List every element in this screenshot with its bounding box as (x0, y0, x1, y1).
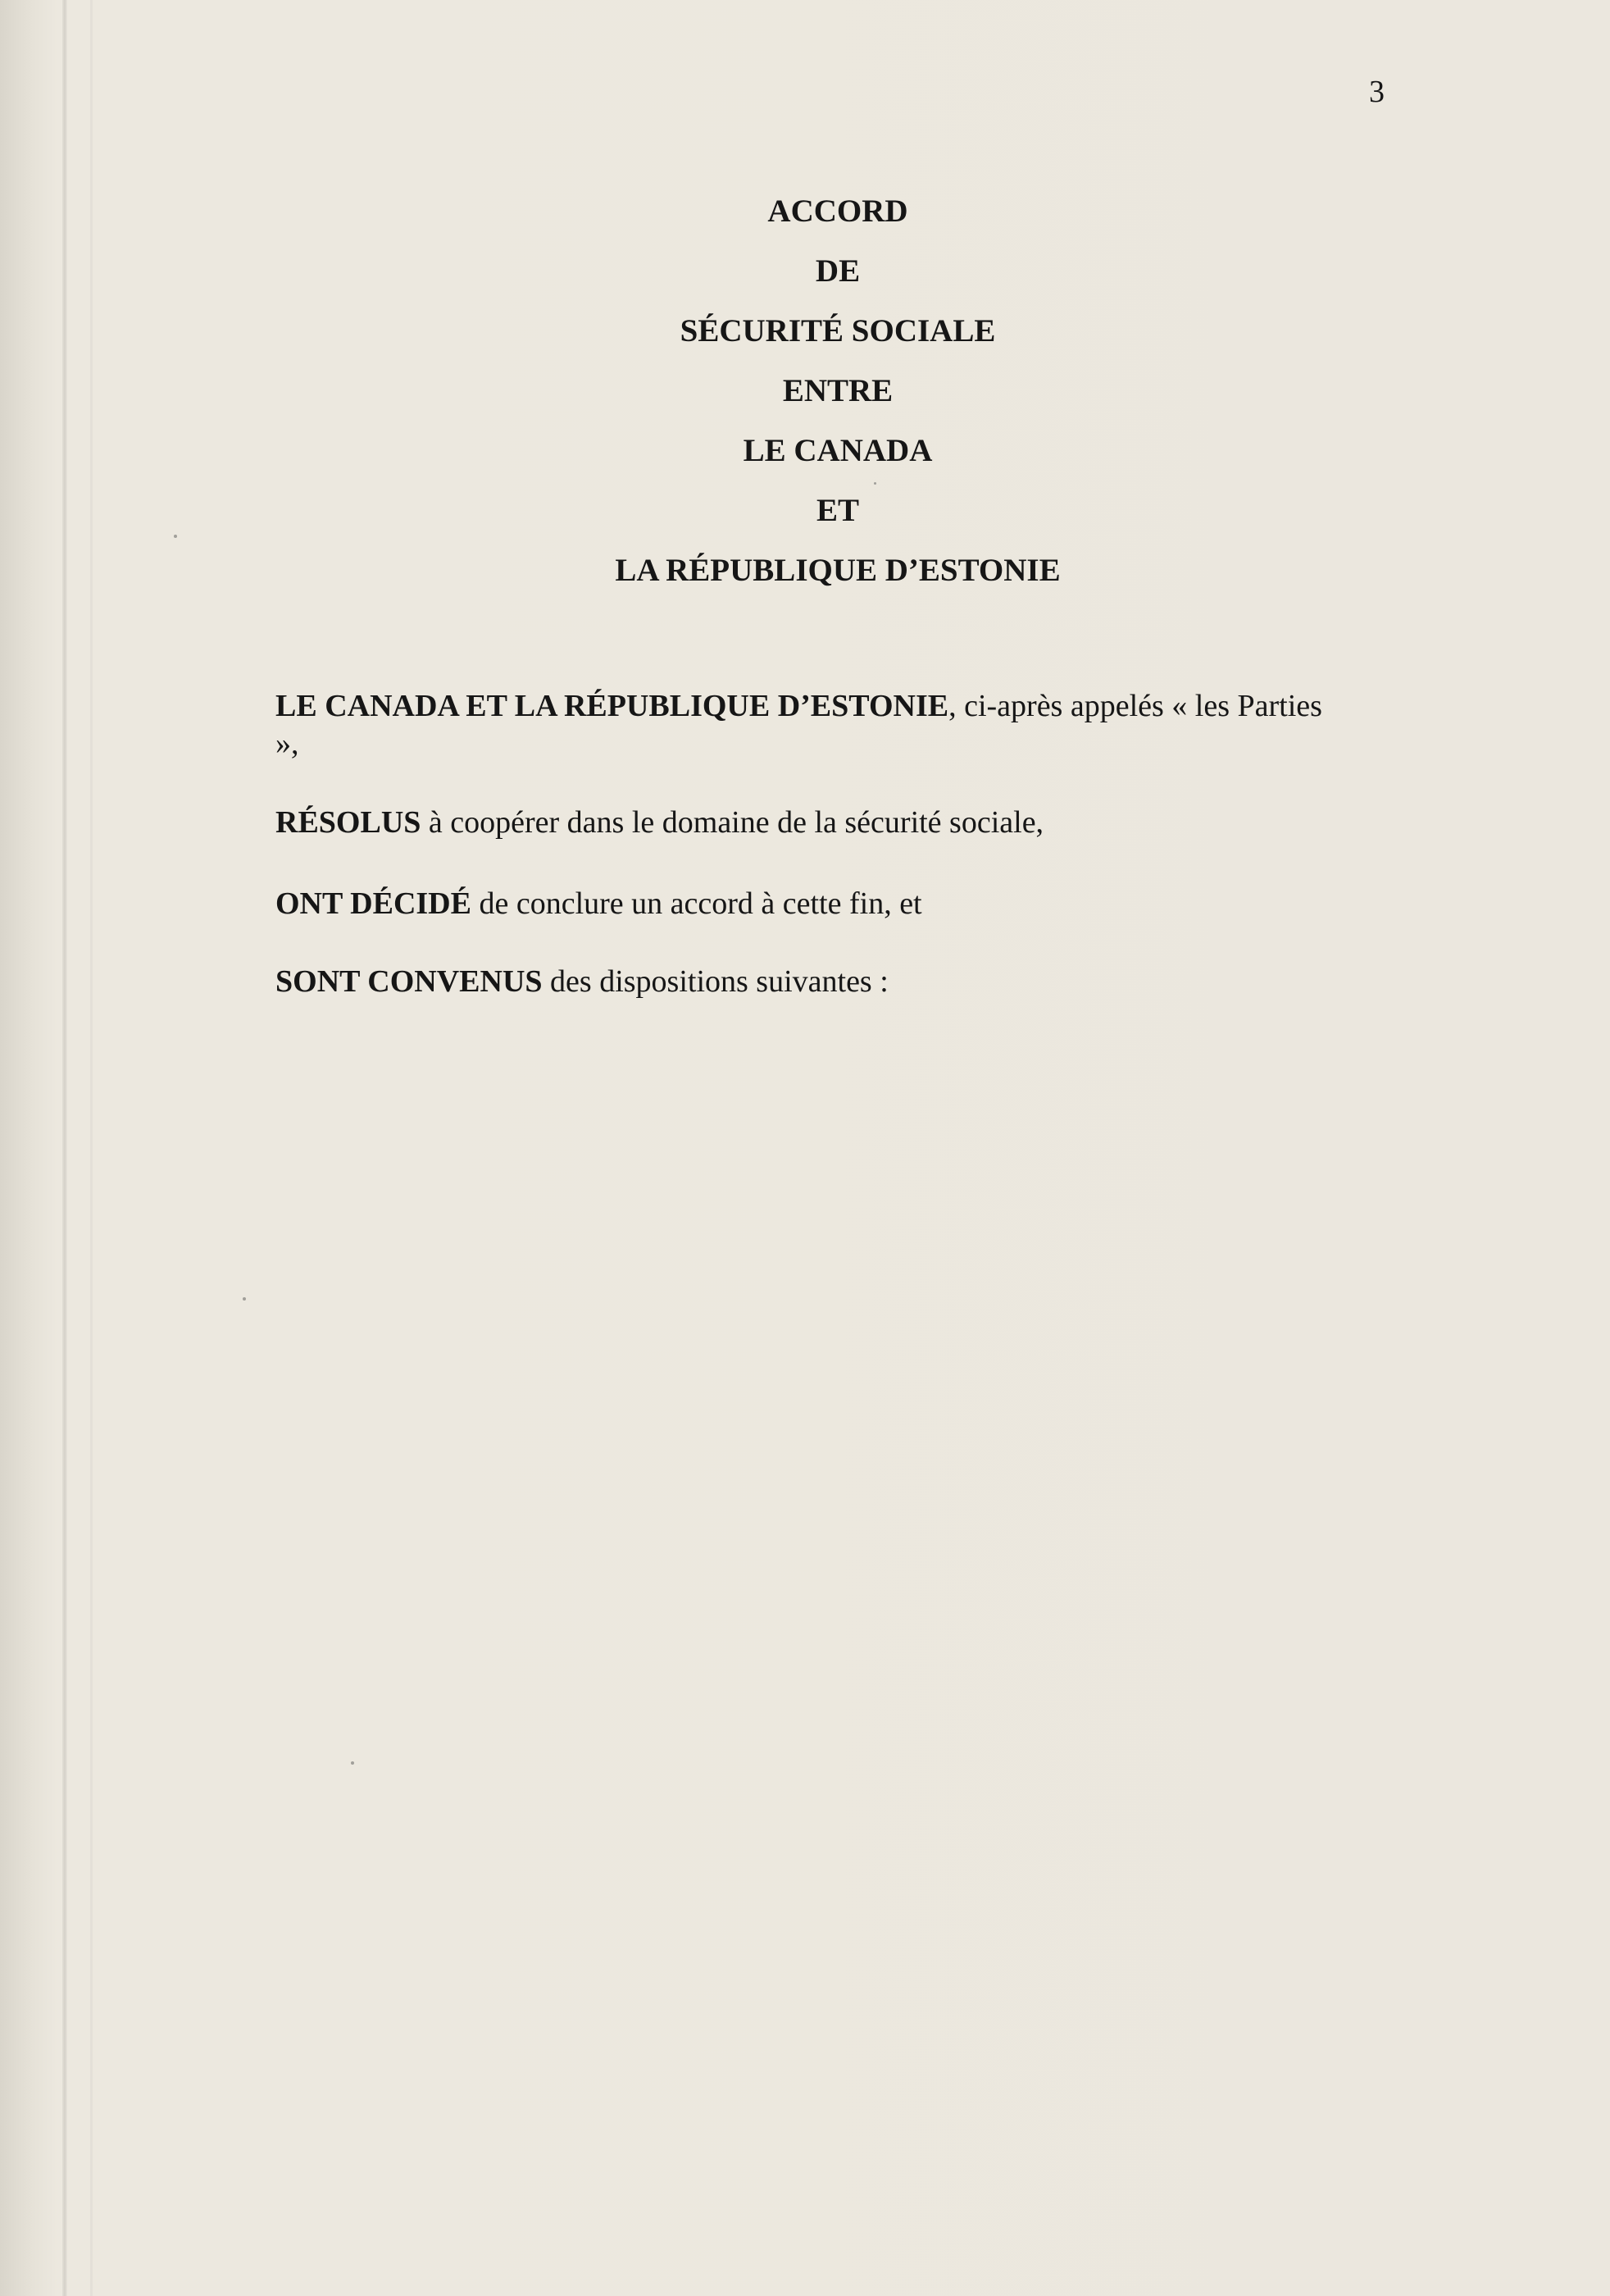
preamble-resolus-text: à coopérer dans le domaine de la sécurité sociale, (421, 805, 1044, 840)
paper-speck (351, 1761, 354, 1765)
title-line-accord: ACCORD (767, 194, 908, 229)
preamble-ont-decide-text: de conclure un accord à cette fin, et (471, 886, 922, 921)
agreement-title (0, 187, 1610, 606)
paper-speck (874, 482, 876, 485)
page-number: 3 (1369, 75, 1385, 109)
preamble-resolus-lead: RÉSOLUS (275, 805, 421, 840)
preamble-parties-text: , ci-après appelés « les Parties », (275, 689, 1322, 761)
preamble-parties-lead: LE CANADA ET LA RÉPUBLIQUE D’ESTONIE (275, 689, 949, 723)
preamble-ont-decide-lead: ONT DÉCIDÉ (275, 886, 471, 921)
preamble-resolus (275, 804, 1341, 841)
preamble-sont-convenus-lead: SONT CONVENUS (275, 964, 543, 999)
paper-speck (243, 1297, 246, 1301)
title-line-entre: ENTRE (782, 373, 894, 408)
preamble-parties (275, 687, 1341, 763)
title-line-securite-sociale: SÉCURITÉ SOCIALE (680, 313, 996, 348)
title-line-le-canada: LE CANADA (743, 433, 933, 468)
title-line-et: ET (816, 493, 860, 528)
paper-speck (174, 535, 177, 538)
title-line-de: DE (815, 253, 861, 289)
preamble-sont-convenus (275, 963, 1341, 1000)
title-line-republique-estonie: LA RÉPUBLIQUE D’ESTONIE (615, 553, 1061, 588)
preamble-ont-decide (275, 885, 1341, 922)
preamble-sont-convenus-text: des dispositions suivantes : (542, 964, 889, 999)
